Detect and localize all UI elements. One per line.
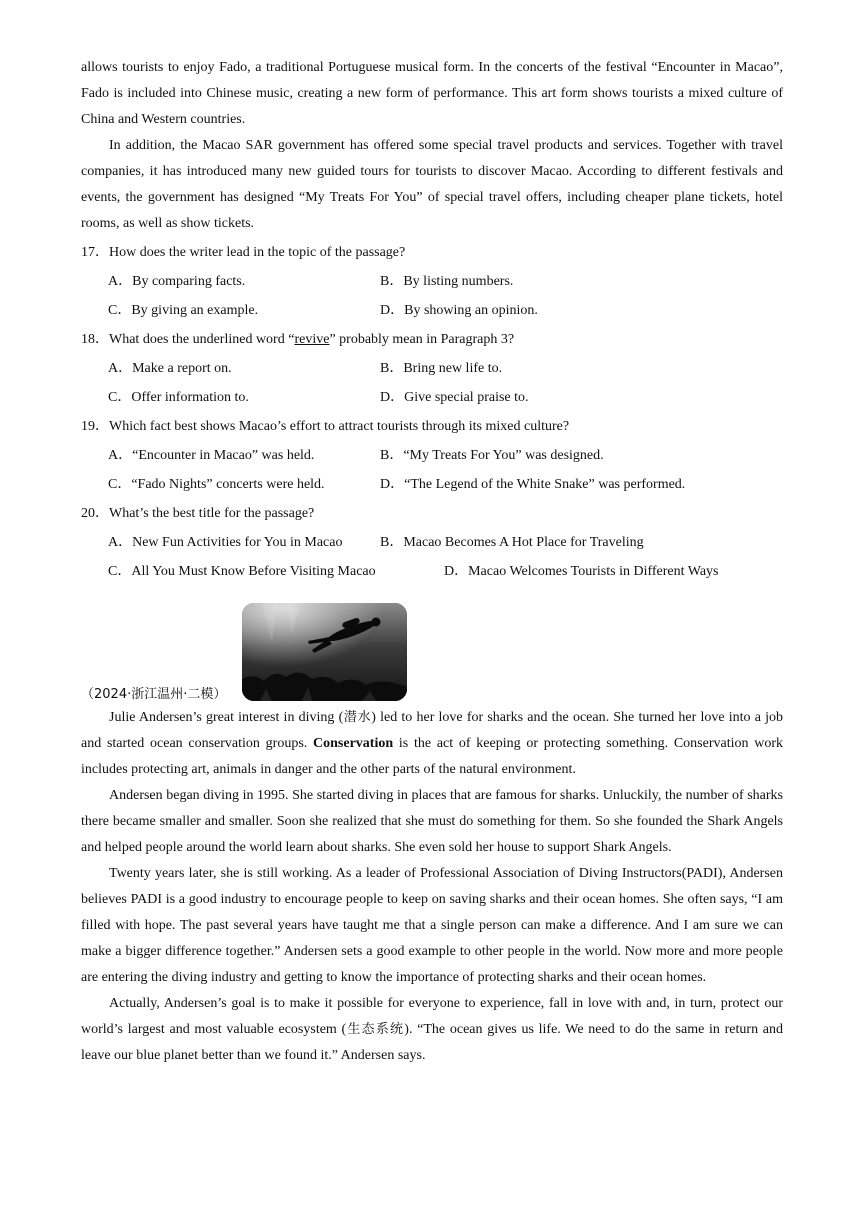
option-row — [81, 530, 783, 556]
option-row — [81, 559, 783, 585]
option-row — [81, 385, 783, 411]
scuba-diver-photo — [242, 603, 407, 701]
option-c: C．Offer information to. — [108, 390, 249, 405]
option-c: C．“Fado Nights” concerts were held. — [108, 477, 325, 492]
passage1-paragraph-end: allows tourists to enjoy Fado, a traditional Portuguese musical form. In the concerts of the festival “Encounter in Macao”, Fado is included into Chinese music, creating a new form of performance. This art form shows tourists a mixed culture of China and Western countries. — [81, 60, 783, 127]
option-b: B．“My Treats For You” was designed. — [380, 448, 604, 463]
text-run: is the act of keeping or protecting something. Conservation work includes protecting art, animals in danger and the other parts of the natural environment. — [81, 736, 783, 777]
question-20 — [81, 501, 783, 585]
question-stem — [81, 327, 783, 353]
diver-image — [242, 603, 407, 701]
option-c: C．All You Must Know Before Visiting Macao — [108, 564, 376, 579]
option-b: B．By listing numbers. — [380, 274, 514, 289]
option-b: B．Macao Becomes A Hot Place for Traveling — [380, 535, 644, 550]
option-row — [81, 443, 783, 469]
question-stem: 17．How does the writer lead in the topic of the passage? — [81, 245, 406, 260]
question-17 — [81, 240, 783, 324]
text-run: Actually, Andersen’s goal is to make it possible for everyone to experience, fall in love with and, in turn, protect our world’s largest and most valuable ecosystem ( — [81, 996, 783, 1037]
option-a: A．“Encounter in Macao” was held. — [108, 448, 315, 463]
passage2-paragraph-1 — [81, 705, 783, 783]
passage2-paragraph-2: Andersen began diving in 1995. She started diving in places that are famous for sharks. Unluckily, the number of sharks there became smaller and smaller. Soon she realized that she must do something for them. So she founded the Shark Angels and helped people around the world learn about sharks. She even sold her house to support Shark Angels. — [81, 788, 783, 855]
question-stem: 20．What’s the best title for the passage? — [81, 506, 315, 521]
question-stem: 19．Which fact best shows Macao’s effort to attract tourists through its mixed culture? — [81, 419, 570, 434]
option-row — [81, 356, 783, 382]
option-a: A．By comparing facts. — [108, 274, 246, 289]
option-row — [81, 269, 783, 295]
option-d: D．Give special praise to. — [380, 390, 529, 405]
option-row — [81, 298, 783, 324]
option-d: D．Macao Welcomes Tourists in Different Ways — [444, 564, 719, 579]
stem-before: 18．What does the underlined word “ — [81, 332, 295, 347]
option-b: B．Bring new life to. — [380, 361, 503, 376]
option-d: D．“The Legend of the White Snake” was performed. — [380, 477, 686, 492]
bold-term: Conservation — [313, 736, 394, 751]
option-c: C．By giving an example. — [108, 303, 259, 318]
source-label: （2024·浙江温州·二模） — [81, 687, 227, 702]
passage2-paragraph-3: Twenty years later, she is still working. As a leader of Professional Association of Diving Instructors(PADI), Andersen believes PADI is a good industry to encourage people to keep on saving sharks and their ocean homes. She often says, “I am filled with hope. The past several years have taught me that a single person can make a difference. And I am sure we can make a bigger difference together.” Andersen sets a good example to other people in the world. Now more and more people are entering the diving industry and getting to know the importance of protecting sharks and their ocean homes. — [81, 866, 783, 985]
text-run: ) led to her love for sharks and the ocean. She turned her love into a job and started ocean conservation groups. — [81, 710, 783, 751]
text-run: Julie Andersen’s great interest in diving ( — [109, 710, 344, 725]
document-page — [81, 55, 783, 1069]
chinese-gloss: 生态系统 — [346, 1022, 405, 1037]
option-a: A．Make a report on. — [108, 361, 232, 376]
question-18 — [81, 327, 783, 411]
passage2-paragraph-4 — [81, 991, 783, 1069]
passage2-header — [81, 603, 783, 705]
chinese-gloss: 潜水 — [343, 710, 372, 725]
stem-after: ” probably mean in Paragraph 3? — [329, 332, 515, 347]
option-d: D．By showing an opinion. — [380, 303, 538, 318]
passage1-paragraph-2: In addition, the Macao SAR government has offered some special travel products and services. Together with travel companies, it has introduced many new guided tours for tourists to discover Macao. According to different festivals and events, the government has designed “My Treats For You” of special travel offers, including cheaper plane tickets, hotel rooms, as well as show tickets. — [81, 138, 783, 231]
question-19 — [81, 414, 783, 498]
underlined-word: revive — [294, 332, 330, 347]
option-row — [81, 472, 783, 498]
option-a: A．New Fun Activities for You in Macao — [108, 535, 343, 550]
text-run: ). “The ocean gives us life. We need to do the same in return and leave our blue planet better than we found it.” Andersen says. — [81, 1022, 783, 1063]
